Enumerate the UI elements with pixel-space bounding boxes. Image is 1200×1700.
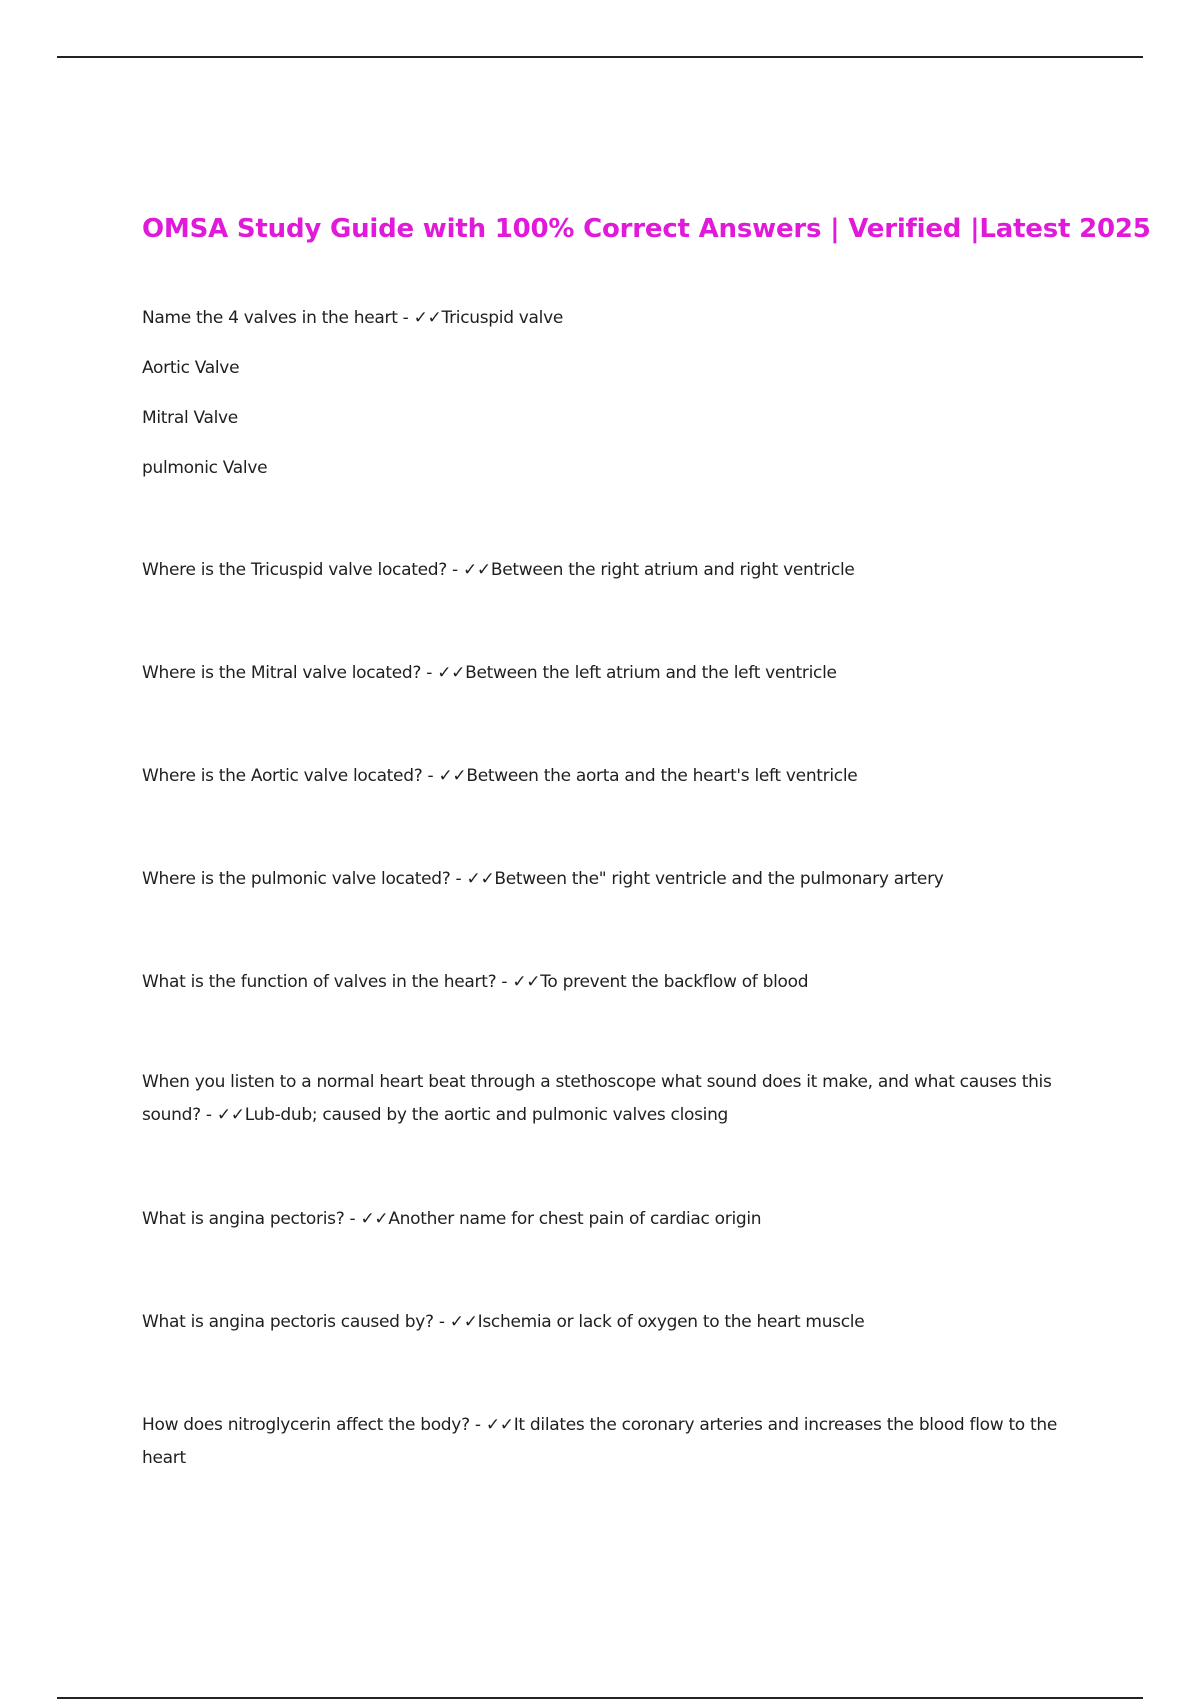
qa-answer-line: Mitral Valve <box>142 408 238 428</box>
qa-item: What is angina pectoris? - ✓✓Another name for chest pain of cardiac origin <box>142 1209 762 1229</box>
bottom-rule <box>57 1697 1143 1699</box>
qa-item: Where is the Aortic valve located? - ✓✓Between the aorta and the heart's left ventricle <box>142 766 858 786</box>
qa-item: What is angina pectoris caused by? - ✓✓Ischemia or lack of oxygen to the heart muscle <box>142 1312 865 1332</box>
qa-item: Where is the pulmonic valve located? - ✓✓Between the" right ventricle and the pulmonary artery <box>142 869 944 889</box>
qa-item: Name the 4 valves in the heart - ✓✓Tricuspid valve <box>142 308 564 328</box>
top-rule <box>57 56 1143 58</box>
qa-item: Where is the Mitral valve located? - ✓✓Between the left atrium and the left ventricle <box>142 663 837 683</box>
qa-item: Where is the Tricuspid valve located? - ✓✓Between the right atrium and right ventricle <box>142 560 855 580</box>
qa-answer-line: Aortic Valve <box>142 358 240 378</box>
qa-item: What is the function of valves in the heart? - ✓✓To prevent the backflow of blood <box>142 972 809 992</box>
qa-item: When you listen to a normal heart beat through a stethoscope what sound does it make, and what causes this sound? - ✓✓Lub-dub; caused by the aortic and pulmonic valves closing <box>142 1072 1052 1125</box>
qa-item: How does nitroglycerin affect the body? - ✓✓It dilates the coronary arteries and increases the blood flow to the heart <box>142 1415 1058 1468</box>
document-title: OMSA Study Guide with 100% Correct Answers | Verified |Latest 2025 <box>142 214 1151 244</box>
qa-answer-line: pulmonic Valve <box>142 458 268 478</box>
